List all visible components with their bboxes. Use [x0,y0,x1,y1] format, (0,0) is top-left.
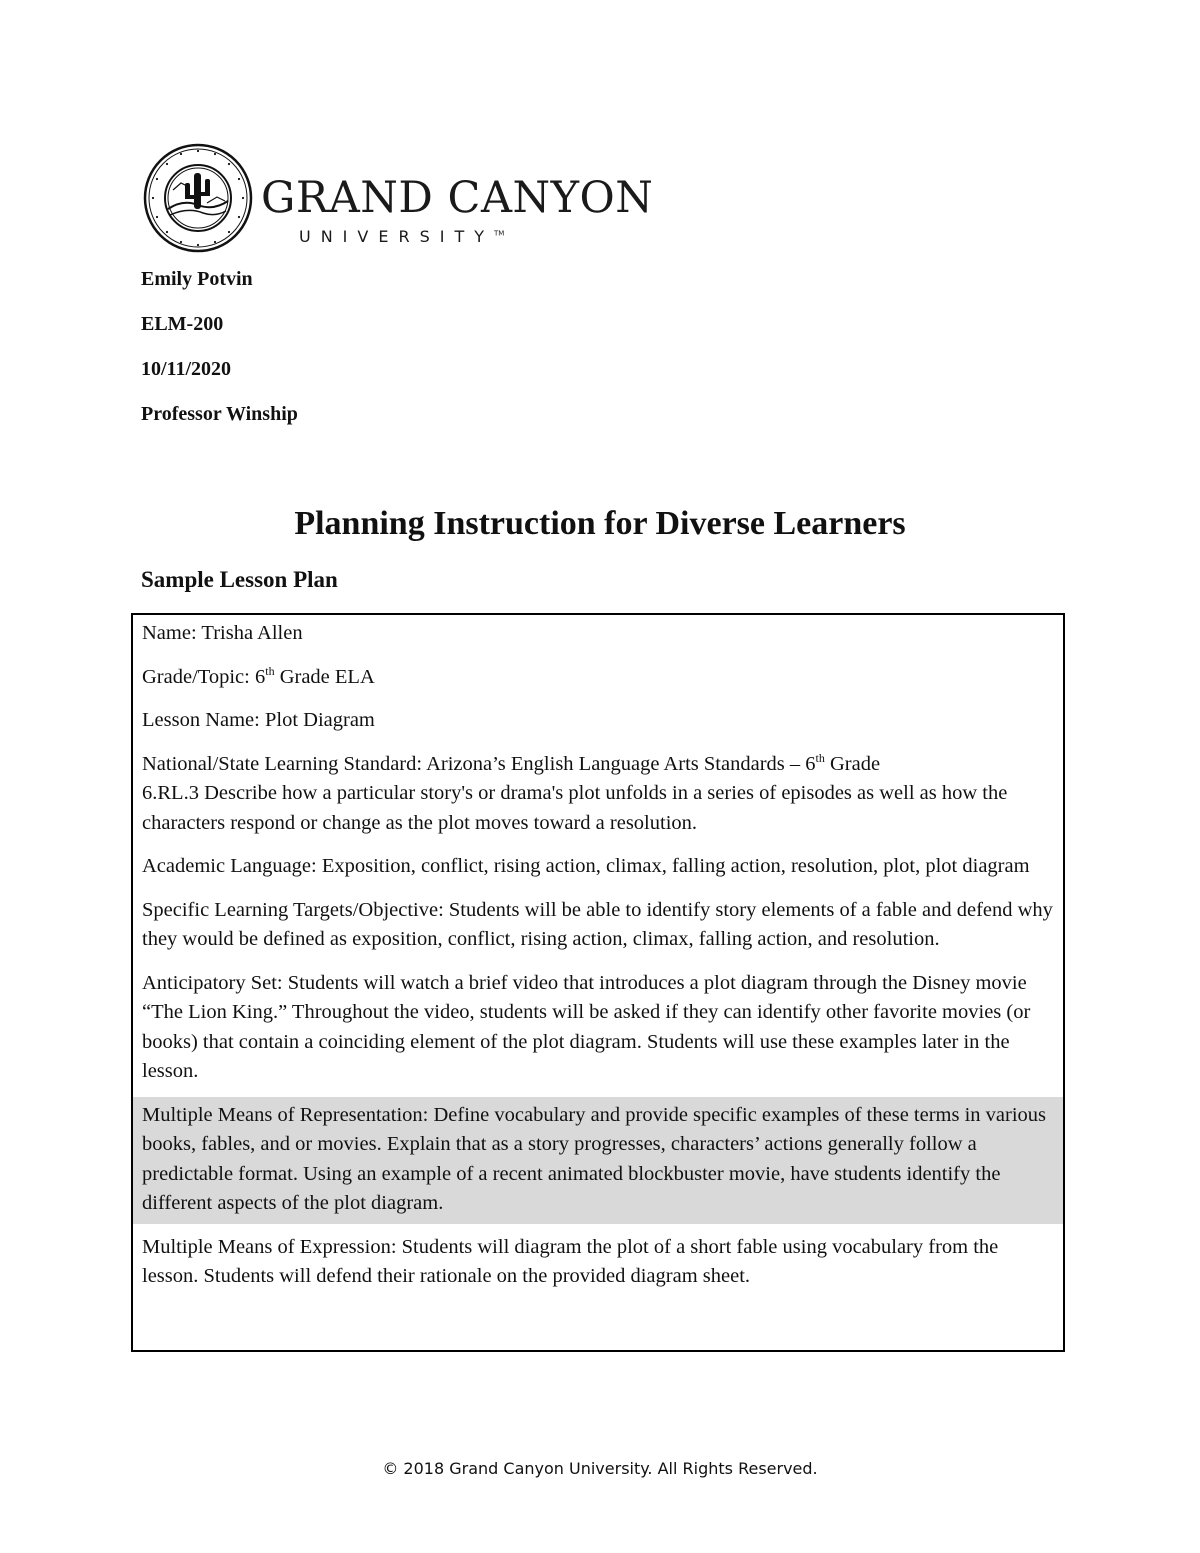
gcu-logo [143,143,654,253]
grade-prefix: Grade/Topic: 6 [142,665,266,688]
standard-prefix: National/State Learning Standard: Arizona’s English Language Arts Standards – 6 [142,752,816,775]
section-heading: Sample Lesson Plan [141,567,338,592]
plan-name-row: Name: Trisha Allen [142,622,303,644]
course-code: ELM-200 [141,313,224,335]
standard-text: 6.RL.3 Describe how a particular story's or drama's plot unfolds in a series of episodes as well as how the characters respond or change as the plot moves toward a resolution. [142,782,1008,834]
brand-subtitle: UNIVERSITY [299,227,494,246]
brand-name: GRAND CANYON [261,173,654,223]
grade-sup: th [265,663,275,678]
university-seal-icon [143,143,253,253]
brand-wordmark [261,173,654,246]
plan-expression-row: Multiple Means of Expression: Students will diagram the plot of a short fable using vocabulary from the lesson. Students will defend their rationale on the provided diagram sheet. [142,1235,999,1287]
plan-standard-row [133,746,1063,844]
plan-representation-row: Multiple Means of Representation: Define vocabulary and provide specific examples of these terms in various books, fables, and or movies. Explain that as a story progresses, characters’ actions generally follow a predictable format. Using an example of a recent animated blockbuster movie, have students identify the different aspects of the plot diagram. [133,1097,1063,1224]
standard-suffix: Grade [824,752,881,775]
lesson-plan-table [131,613,1065,1352]
plan-objective-row: Specific Learning Targets/Objective: Students will be able to identify story elements of a fable and defend why they would be defined as exposition, conflict, rising action, climax, falling action, and resolution. [142,898,1053,950]
submission-date: 10/11/2020 [141,358,232,380]
copyright-footer: © 2018 Grand Canyon University. All Rights Reserved. [382,1459,818,1478]
professor-name: Professor Winship [141,403,298,425]
grade-suffix: Grade ELA [274,665,375,688]
standard-sup: th [815,750,825,765]
plan-grade-row [133,659,1063,698]
student-name: Emily Potvin [141,268,253,290]
trademark: TM [494,229,505,238]
plan-anticipatory-row: Anticipatory Set: Students will watch a brief video that introduces a plot diagram through the Disney movie “The Lion King.” Throughout the video, students will be asked if they can identify other favorite movies (or books) that contain a coinciding element of the plot diagram. Students will use these examples later in the lesson. [142,971,1031,1082]
plan-academic-row: Academic Language: Exposition, conflict, rising action, climax, falling action, resolution, plot, plot diagram [142,855,1030,877]
page-title: Planning Instruction for Diverse Learners [294,505,906,542]
student-info [141,266,298,446]
plan-lesson-row: Lesson Name: Plot Diagram [142,709,375,731]
